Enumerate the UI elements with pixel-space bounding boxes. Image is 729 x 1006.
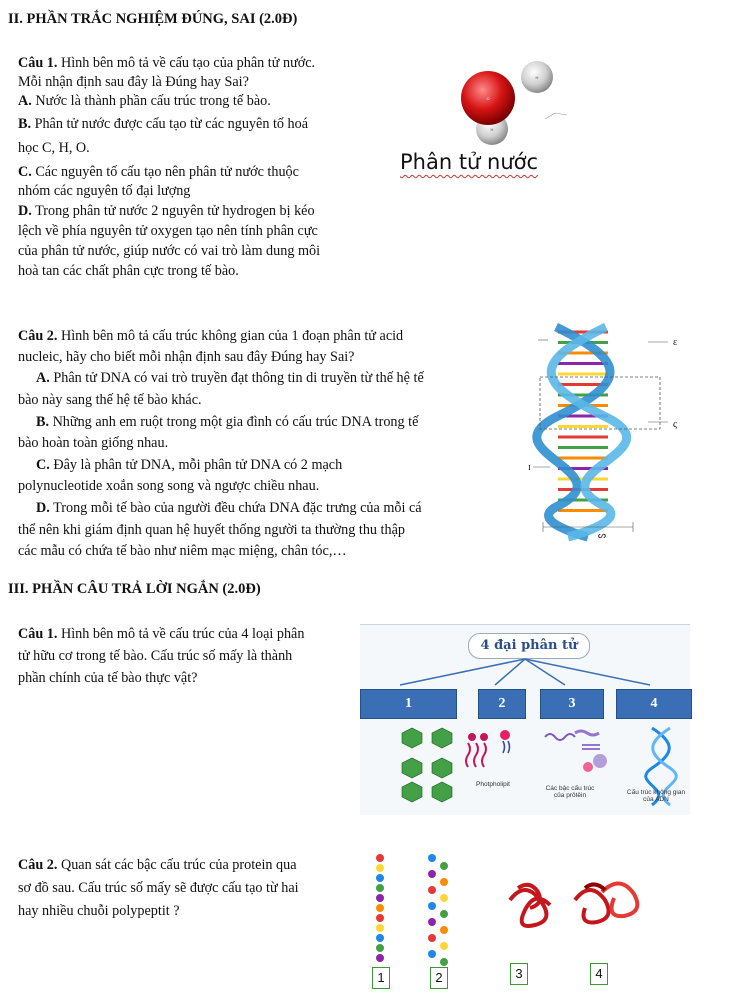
option-b: B. Những anh em ruột trong một gia đình có cấu trúc DNA trong tế <box>36 414 419 430</box>
caption-protein-levels: Các bậc cấu trúc của prôtêin <box>545 785 595 799</box>
amino-acid <box>376 874 384 882</box>
text-line: lệch về phía nguyên tử oxygen tạo nên tính phân cực <box>18 223 318 239</box>
figure-title: 4 đại phân tử <box>468 633 590 659</box>
question-title: Câu 2. Hình bên mô tả cấu trúc không gian của 1 đoạn phân tử acid <box>18 328 404 344</box>
quaternary-structure <box>575 883 637 922</box>
text-line: thể nên khi giám định quan hệ huyết thống người ta thường thu thập <box>18 522 405 538</box>
text-line: của phân tử nước, giúp nước có vai trò làm dung môi <box>18 243 321 259</box>
text-line: sơ đồ sau. Cấu trúc số mấy sẽ được cấu tạo từ hai <box>18 880 299 896</box>
text-line: các mẫu có chứa tế bào như niêm mạc miệng, chân tóc,… <box>18 543 347 559</box>
amino-acid <box>440 942 448 950</box>
lipid-icon <box>466 730 510 767</box>
dna-label: ᔕ <box>598 530 607 540</box>
dna-label: ε <box>673 337 678 348</box>
amino-acid <box>376 914 384 922</box>
text-line: tử hữu cơ trong tế bào. Cấu trúc số mấy là thành <box>18 648 293 664</box>
amino-acid <box>376 864 384 872</box>
question-title: Câu 1. Hình bên mô tả về cấu tạo của phân tử nước. <box>18 55 316 71</box>
text-line: nhóm các nguyên tố đại lượng <box>18 183 191 199</box>
amino-acid <box>428 886 436 894</box>
macromolecule-box-4: 4 <box>616 689 692 719</box>
connector-arrows <box>360 655 690 693</box>
text-line: bào hoàn toàn giống nhau. <box>18 435 169 451</box>
carbohydrate-icon <box>402 728 452 802</box>
primary-structure <box>376 854 384 962</box>
tertiary-structure <box>510 885 550 926</box>
atom-label: H <box>535 75 539 80</box>
amino-acid <box>376 894 384 902</box>
amino-acid <box>440 878 448 886</box>
amino-acid <box>428 950 436 958</box>
option-d: D. Trong phân tử nước 2 nguyên tử hydrogen bị kéo <box>18 203 315 219</box>
question-title: Câu 1. Hình bên mô tả về cấu trúc của 4 loại phân <box>18 626 305 642</box>
amino-acid <box>376 904 384 912</box>
macromolecule-box-3: 3 <box>540 689 604 719</box>
dna-label: ς <box>673 419 677 430</box>
water-figure-caption: Phân tử nước <box>400 150 539 174</box>
amino-acid <box>376 884 384 892</box>
question-title: Câu 2. Quan sát các bậc cấu trúc của protein qua <box>18 857 297 873</box>
protein-label-3: 3 <box>510 963 528 985</box>
section-heading: II. PHẦN TRẮC NGHIỆM ĐÚNG, SAI (2.0Đ) <box>8 11 298 27</box>
amino-acid <box>440 926 448 934</box>
amino-acid <box>440 862 448 870</box>
protein-label-1: 1 <box>372 967 390 989</box>
atom-label: O <box>486 96 490 101</box>
amino-acid <box>440 894 448 902</box>
svg-text:·: · <box>563 124 564 128</box>
text-line: hay nhiều chuỗi polypeptit ? <box>18 903 180 919</box>
protein-label-2: 2 <box>430 967 448 989</box>
amino-acid <box>440 910 448 918</box>
section-heading: III. PHẦN CÂU TRẢ LỜI NGẮN (2.0Đ) <box>8 581 261 597</box>
protein-icon <box>545 731 607 772</box>
option-c: C. Đây là phân tử DNA, mỗi phân tử DNA có 2 mạch <box>36 457 343 473</box>
text-line: hoà tan các chất phân cực trong tế bào. <box>18 263 239 279</box>
option-a: A. Phân tử DNA có vai trò truyền đạt thông tin di truyền từ thế hệ tế <box>36 370 424 386</box>
text-line: bào này sang thế hệ tế bào khác. <box>18 392 202 408</box>
amino-acid <box>376 934 384 942</box>
amino-acid <box>376 924 384 932</box>
amino-acid <box>440 958 448 966</box>
amino-acid <box>376 854 384 862</box>
option-d: D. Trong mỗi tế bào của người đều chứa DNA đặc trưng của mỗi cá <box>36 500 422 516</box>
text-line: phần chính của tế bào thực vật? <box>18 670 198 686</box>
option-c: C. Các nguyên tố cấu tạo nên phân tử nước thuộc <box>18 164 299 180</box>
atom-label: H <box>490 127 494 132</box>
dna-helix-figure <box>528 322 713 542</box>
angle-marker <box>545 113 567 119</box>
secondary-structure <box>428 854 448 966</box>
amino-acid <box>376 954 384 962</box>
text-line: nucleic, hãy cho biết mỗi nhận định sau đây Đúng hay Sai? <box>18 349 355 365</box>
amino-acid <box>428 854 436 862</box>
amino-acid <box>376 944 384 952</box>
macromolecule-box-1: 1 <box>360 689 457 719</box>
macromolecule-box-2: 2 <box>478 689 526 719</box>
amino-acid <box>428 934 436 942</box>
amino-acid <box>428 870 436 878</box>
protein-levels-figure <box>360 850 710 1000</box>
macromolecule-figure <box>360 624 690 815</box>
option-a: A. Nước là thành phần cấu trúc trong tế bào. <box>18 93 271 109</box>
option-b: B. Phân tử nước được cấu tạo từ các nguyên tố hoá <box>18 116 309 132</box>
text-line: học C, H, O. <box>18 140 90 156</box>
dna-label: ɪ <box>528 462 531 473</box>
caption-dna-structure: Cấu trúc không gian của ADN <box>626 789 686 803</box>
amino-acid <box>428 918 436 926</box>
text-line: Mỗi nhận định sau đây là Đúng hay Sai? <box>18 74 249 90</box>
amino-acid <box>428 902 436 910</box>
caption-phospholipid: Photpholipit <box>476 781 510 788</box>
protein-label-4: 4 <box>590 963 608 985</box>
text-line: polynucleotide xoắn song song và ngược chiều nhau. <box>18 478 320 494</box>
